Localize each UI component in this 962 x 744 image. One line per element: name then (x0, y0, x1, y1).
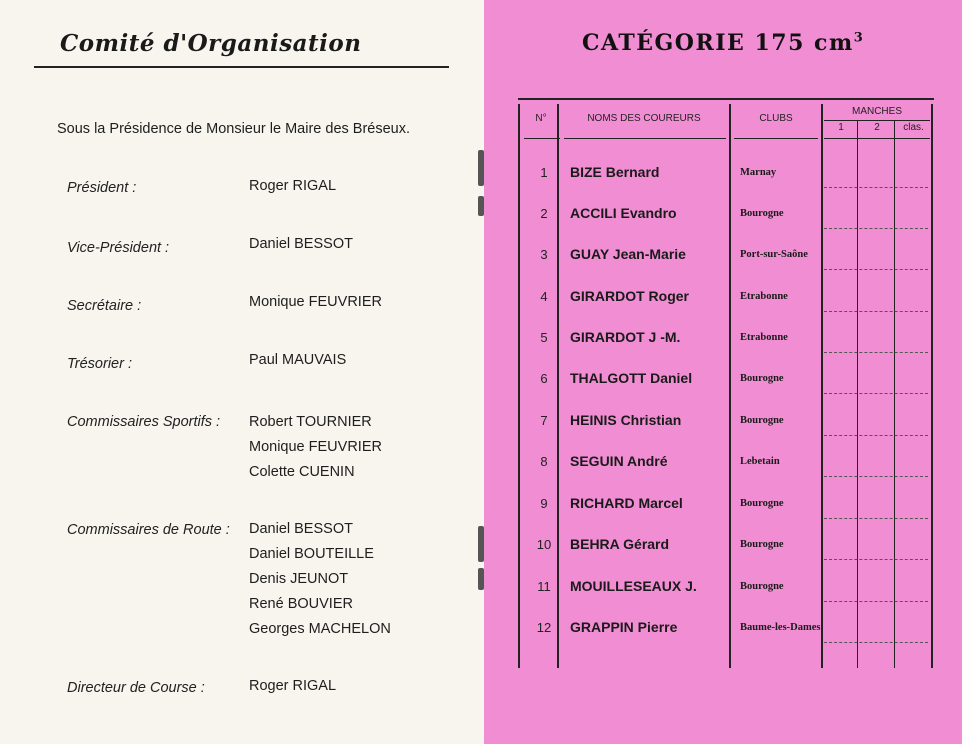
name-secretaire: Monique FEUVRIER (249, 294, 382, 310)
rider-club: Baume-les-Dames (740, 622, 821, 633)
manches-dash-line (824, 601, 928, 602)
manches-dash-line (824, 393, 928, 394)
category-title-text: CATÉGORIE 175 cm (582, 30, 854, 56)
rider-name: RICHARD Marcel (570, 495, 683, 511)
manches-dash-line (824, 518, 928, 519)
rider-num: 1 (540, 165, 548, 180)
table-col-rule (821, 104, 823, 668)
rider-name: BEHRA Gérard (570, 536, 670, 552)
header-rule (524, 138, 560, 139)
header-rule (564, 138, 726, 139)
role-directeur-de-course: Directeur de Course : (67, 680, 205, 696)
rider-club: Etrabonne (740, 332, 788, 343)
rider-num: 4 (540, 289, 548, 304)
rider-name: GUAY Jean-Marie (570, 246, 686, 262)
rider-num: 10 (536, 537, 552, 552)
rider-club: Bourogne (740, 539, 784, 550)
manches-dash-line (824, 476, 928, 477)
manches-dash-line (824, 559, 928, 560)
rider-name: ACCILI Evandro (570, 205, 677, 221)
rider-name: HEINIS Christian (570, 412, 682, 428)
table-col-rule (857, 120, 858, 668)
category-title-sup: 3 (853, 30, 865, 46)
category-title (582, 30, 864, 56)
role-secretaire: Secrétaire : (67, 298, 142, 314)
name-commissaire-sportif: Colette CUENIN (249, 464, 355, 480)
role-president: Président : (67, 180, 137, 196)
rider-club: Marnay (740, 167, 777, 178)
header-rule (734, 138, 818, 139)
rider-club: Bourogne (740, 208, 784, 219)
header-num: N° (535, 113, 547, 124)
manches-dash-line (824, 435, 928, 436)
rider-name: SEGUIN André (570, 453, 668, 469)
rider-num: 3 (540, 247, 548, 262)
rider-num: 8 (540, 454, 548, 469)
header-clas: clas. (903, 122, 924, 133)
role-tresorier: Trésorier : (67, 356, 132, 372)
header-rule (824, 138, 930, 139)
header-manche-1: 1 (838, 122, 844, 133)
rider-club: Port-sur-Saône (740, 249, 808, 260)
rider-num: 5 (540, 330, 548, 345)
manches-dash-line (824, 642, 928, 643)
rider-name: GIRARDOT Roger (570, 288, 689, 304)
page-title-left: Comité d'Organisation (60, 30, 362, 57)
header-name: NOMS DES COUREURS (587, 113, 701, 124)
role-commissaires-sportifs: Commissaires Sportifs : (67, 414, 221, 430)
role-commissaires-de-route: Commissaires de Route : (67, 522, 230, 538)
header-manche-2: 2 (874, 122, 880, 133)
header-club: CLUBS (759, 113, 793, 124)
name-commissaire-de-route: Daniel BESSOT (249, 521, 353, 537)
rider-name: GIRARDOT J -M. (570, 329, 681, 345)
name-president: Roger RIGAL (249, 178, 337, 194)
name-tresorier: Paul MAUVAIS (249, 352, 347, 368)
rider-club: Etrabonne (740, 291, 788, 302)
table-col-rule (729, 104, 731, 668)
name-commissaire-de-route: Daniel BOUTEILLE (249, 546, 374, 562)
name-commissaire-sportif: Monique FEUVRIER (249, 439, 382, 455)
name-directeur-de-course: Roger RIGAL (249, 678, 337, 694)
rider-num: 9 (540, 496, 548, 511)
manches-dash-line (824, 269, 928, 270)
rider-club: Lebetain (740, 456, 780, 467)
rider-club: Bourogne (740, 498, 784, 509)
name-commissaire-de-route: Denis JEUNOT (249, 571, 349, 587)
name-commissaire-sportif: Robert TOURNIER (249, 414, 372, 430)
rider-num: 6 (540, 371, 548, 386)
rider-club: Bourogne (740, 373, 784, 384)
rider-num: 7 (540, 413, 548, 428)
table-col-rule (894, 120, 895, 668)
rider-club: Bourogne (740, 581, 784, 592)
manches-rule (824, 120, 930, 121)
manches-dash-line (824, 228, 928, 229)
rider-name: GRAPPIN Pierre (570, 619, 678, 635)
rider-club: Bourogne (740, 415, 784, 426)
name-vice-president: Daniel BESSOT (249, 236, 353, 252)
table-col-rule (931, 104, 933, 668)
intro-text: Sous la Présidence de Monsieur le Maire des Bréseux. (57, 121, 411, 137)
table-top-rule (518, 98, 934, 100)
name-commissaire-de-route: Georges MACHELON (249, 621, 391, 637)
manches-dash-line (824, 311, 928, 312)
name-commissaire-de-route: René BOUVIER (249, 596, 353, 612)
title-underline (34, 66, 449, 68)
header-manches: MANCHES (851, 106, 902, 117)
rider-name: MOUILLESEAUX J. (570, 578, 697, 594)
manches-dash-line (824, 352, 928, 353)
manches-dash-line (824, 187, 928, 188)
rider-num: 11 (537, 579, 551, 594)
rider-num: 2 (540, 206, 548, 221)
rider-name: THALGOTT Daniel (570, 370, 693, 386)
rider-num: 12 (536, 620, 552, 635)
rider-name: BIZE Bernard (570, 164, 660, 180)
role-vice-president: Vice-Président : (67, 240, 170, 256)
